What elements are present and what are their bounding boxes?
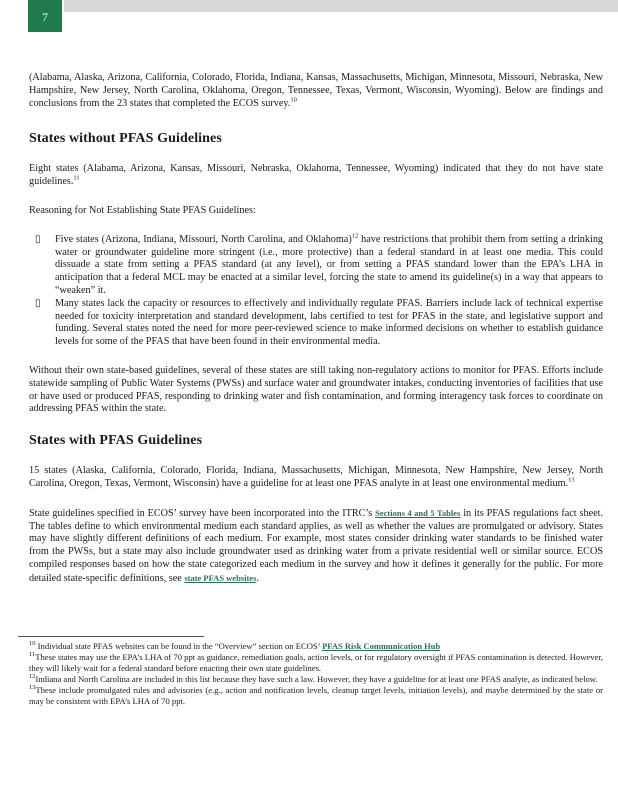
document-body bbox=[29, 72, 603, 586]
footnote-10: $^{10}$ Individual state PFAS websites can be found in the “Overview” section on ECOS’ PFAS Risk Communication Hub bbox=[29, 640, 441, 651]
bullet-marker-icon: ▯ bbox=[35, 297, 41, 309]
footnote-11: $^{11}$These states may use the EPA’s LHA of 70 ppt as guidance, remediation goals, action levels, or for regulatory oversight if PFAS contamination is detected. However, they will likely wait for a federal standard before enacting their own state guidelines. bbox=[29, 651, 603, 673]
with-paragraph: 15 states (Alaska, California, Colorado, Florida, Indiana, Massachusetts, Michigan, Minnesota, New Hampshire, New Jersey, North Carolina, Oregon, Texas, Vermont, Wisconsin) have a guideline for at least one PFAS analyte in at least one environmental medium.$^{13}$ bbox=[29, 465, 603, 489]
reasoning-label: Reasoning for Not Establishing State PFAS Guidelines: bbox=[29, 204, 256, 216]
footnote-ref: 11 bbox=[73, 174, 80, 182]
bullet-marker-icon: ▯ bbox=[35, 233, 41, 245]
itrc-paragraph: State guidelines specified in ECOS’ survey have been incorporated into the ITRC’s Sections 4 and 5 Tables in its PFAS regulations fact sheet. The tables define to which environmental medium each standard applies, as well as whether the values are promulgated or advisory. States may have slightly different definitions of each medium. For example, most states consider drinking water standards to be finished water from the PWSs, but a state may also include groundwater used as drinking water from a private residential well or similar source. ECOS compiled responses based on how the state categorized each medium in the survey and how it defines it generally for the public. For more detailed state-specific definitions, see state PFAS websites. bbox=[29, 507, 604, 584]
page-number: 7 bbox=[28, 0, 62, 32]
footnote-ref: 13 bbox=[568, 476, 575, 484]
intro-paragraph: (Alabama, Alaska, Arizona, California, Colorado, Florida, Indiana, Kansas, Massachusetts, Michigan, Minnesota, Missouri, Nebraska, New Hampshire, New Jersey, North Carolina, Oklahoma, Oregon, Tennessee, Texas, Vermont, Wisconsin, Wyoming). Below are findings and conclusions from the 23 states that completed the ECOS survey.$^{10}$ bbox=[29, 72, 603, 109]
footnote-12: $^{12}$Indiana and North Carolina are included in this list because they have such a law. However, they have a guideline for at least one PFAS analyte, as indicated below. bbox=[29, 673, 598, 684]
footnote-divider bbox=[18, 636, 204, 637]
footnotes bbox=[29, 641, 603, 707]
pfas-hub-link[interactable]: PFAS Risk Communication Hub bbox=[322, 641, 441, 651]
without-paragraph: Eight states (Alabama, Arizona, Kansas, Missouri, Nebraska, Oklahoma, Tennessee, Wyoming) indicated that they do not have state guidelines.$^{11}$ bbox=[29, 163, 603, 188]
itrc-tables-link[interactable]: Sections 4 and 5 Tables bbox=[375, 507, 461, 518]
state-pfas-websites-link[interactable]: state PFAS websites bbox=[184, 572, 257, 583]
header-bar bbox=[64, 0, 618, 12]
reasoning-list bbox=[29, 234, 603, 349]
footnote-ref: 12 bbox=[351, 232, 359, 240]
footnote-13: $^{13}$These include promulgated rules and advisories (e.g., action and notification levels, cleanup target levels, initiation levels), and maybe determined by the state or may be consistent with EPA’s LHA of 70 ppt. bbox=[29, 684, 603, 706]
list-item: ▯ Many states lack the capacity or resources to effectively and individually regulate PFAS. Barriers include lack of technical expertise needed for toxicity interpretation and standard development, labs certified to test for PFAS in the state, and legislative support and funding. Several states noted the need for more peer-reviewed science to make informed decisions on whether to establish guidance levels for some of the PFAS that have been found in their environmental media. bbox=[35, 297, 603, 348]
section-heading-without: States without PFAS Guidelines bbox=[29, 131, 222, 147]
list-item: ▯ Five states (Arizona, Indiana, Missouri, North Carolina, and Oklahoma)$^{12}$ have restrictions that prohibit them from setting a drinking water or groundwater guideline more stringent (i.e., more protective) than a federal standard in at least one media. This could dissuade a state from setting a PFAS standard (at any level), or from setting a PFAS standard lower than the EPA’s LHA in anticipation that a federal MCL may be enacted at a similar level, forcing the state to amend its guideline(s) in a way that appears to “weaken” it. bbox=[35, 232, 604, 296]
non-regulatory-paragraph: Without their own state-based guidelines, several of these states are still taking non-regulatory actions to monitor for PFAS. Efforts include statewide sampling of Public Water Systems (PWSs) and surface water and groundwater intakes, conducting inventories of facilities that use or have used or produced PFAS, responding to drinking water and fish contamination, and forming interagency task forces to coordinate on addressing PFAS within the state. bbox=[29, 364, 603, 415]
footnote-ref: 10 bbox=[290, 96, 297, 104]
section-heading-with: States with PFAS Guidelines bbox=[29, 433, 203, 449]
